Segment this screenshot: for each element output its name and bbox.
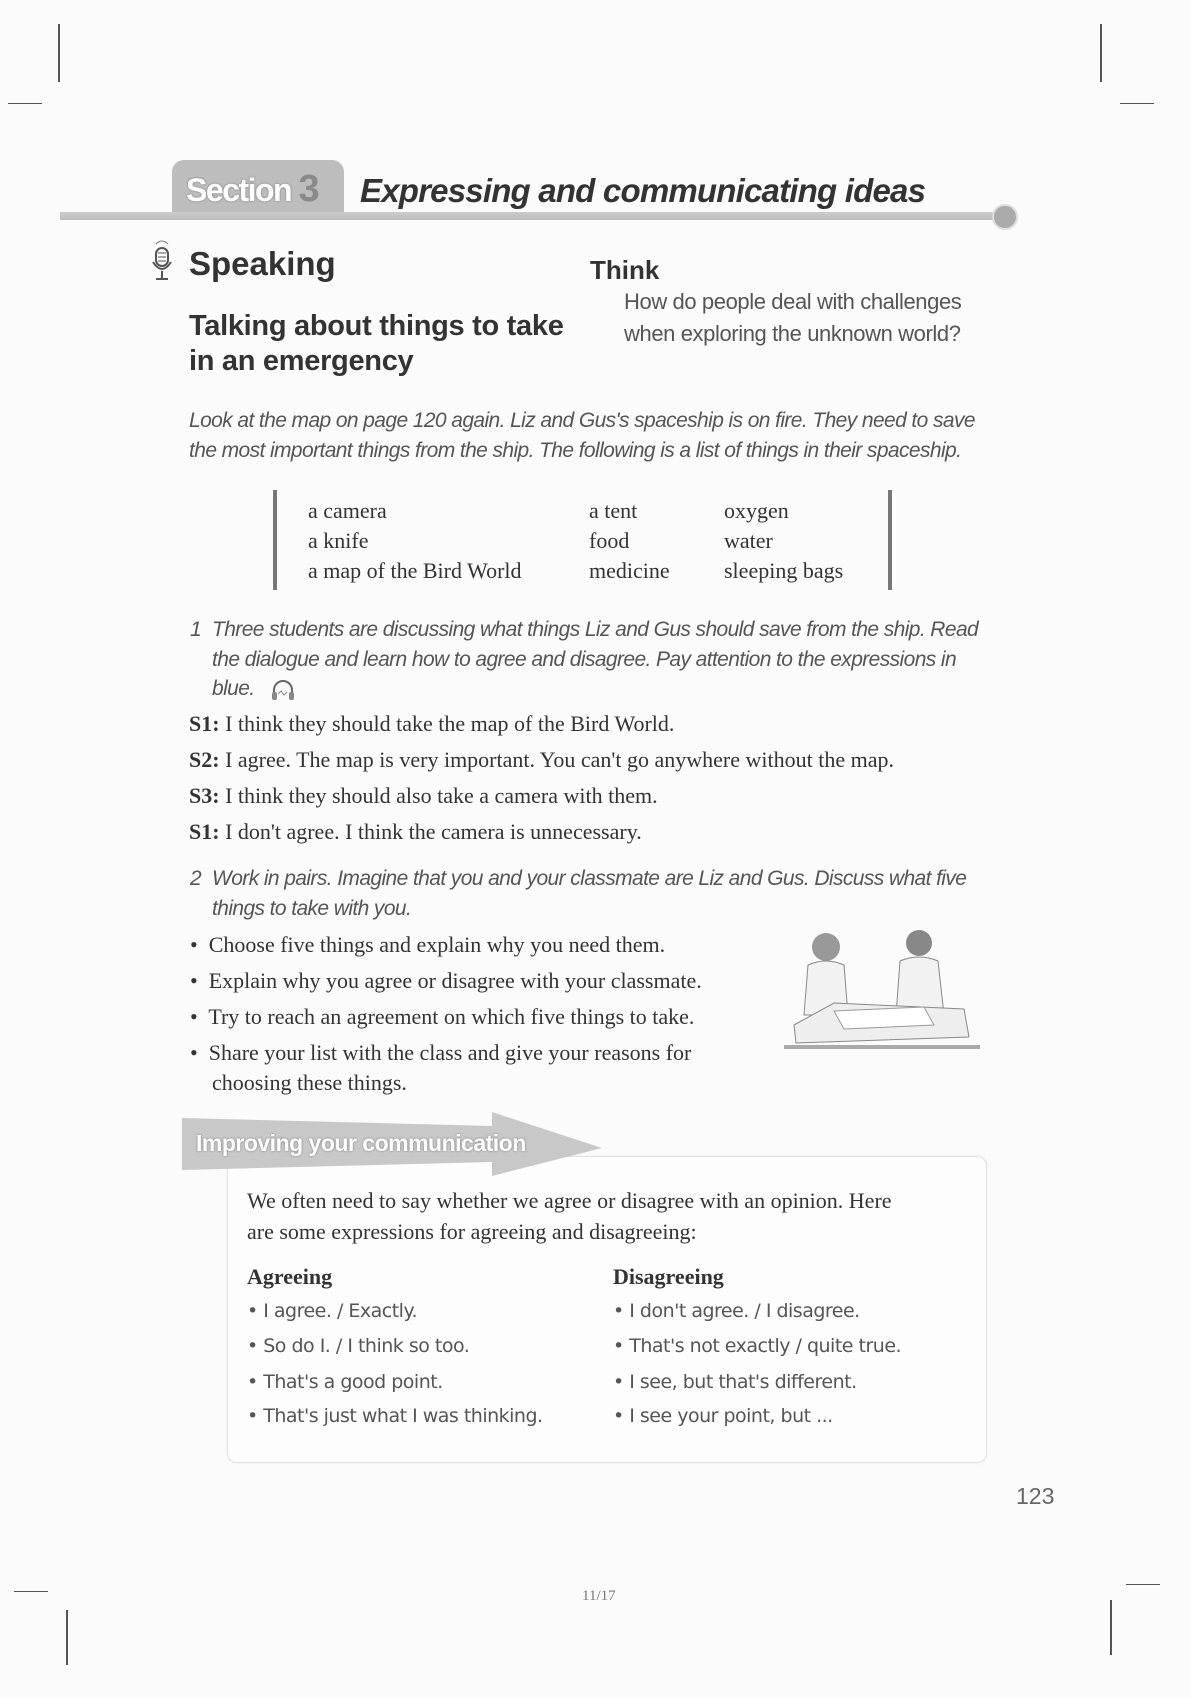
crop-mark [58, 24, 60, 82]
section-title: Expressing and communicating ideas [360, 172, 926, 209]
disagree-expression: • I see your point, but ... [613, 1405, 833, 1427]
task-1-text-cont: the dialogue and learn how to agree and disagree. Pay attention to the expressions in [212, 648, 957, 671]
tips-intro-cont: are some expressions for agreeing and disagreeing: [247, 1219, 697, 1244]
scan-page-indicator: 11/17 [582, 1588, 616, 1604]
expression-text: That's just what I was thinking. [263, 1405, 543, 1427]
think-label: Think [590, 255, 660, 285]
disagreeing-title: Disagreeing [613, 1264, 724, 1289]
speaker: S3: [189, 783, 220, 808]
bullet-text: Try to reach an agreement on which five things to take. [208, 1004, 695, 1029]
bullet-item: • Explain why you agree or disagree with your classmate. [190, 968, 702, 993]
divider-end-dot [992, 204, 1018, 230]
expression-text: I agree. / Exactly. [263, 1300, 418, 1322]
section-number: 3 [298, 168, 319, 210]
improving-communication-banner [182, 1112, 602, 1176]
expression-text: So do I. / I think so too. [263, 1335, 470, 1357]
list-item: food [589, 528, 630, 553]
agree-expression: • So do I. / I think so too. [247, 1335, 470, 1357]
list-item: water [724, 528, 773, 553]
students-illustration [784, 925, 980, 1076]
dialogue-line [189, 711, 674, 737]
bullet-text: Choose five things and explain why you need them. [208, 932, 666, 957]
dialogue-text: I agree. The map is very important. You can't go anywhere without the map. [225, 747, 894, 772]
speaker: S2: [189, 747, 220, 772]
intro-text: Look at the map on page 120 again. Liz and Gus's spaceship is on fire. They need to save [189, 409, 975, 432]
speaking-title: Speaking [189, 245, 336, 282]
microphone-icon [150, 240, 174, 287]
crop-mark [1120, 103, 1154, 104]
bullet-text-cont: choosing these things. [212, 1070, 407, 1095]
crop-mark [1110, 1600, 1112, 1655]
expression-text: I see, but that's different. [629, 1371, 857, 1393]
think-question: How do people deal with challenges [624, 289, 962, 314]
task-1-text: Three students are discussing what things Liz and Gus should save from the ship. Read [212, 618, 979, 641]
expression-text: I don't agree. / I disagree. [629, 1300, 860, 1322]
intro-text-cont: the most important things from the ship. The following is a list of things in their spaceship. [189, 439, 962, 462]
headphones-audio-icon[interactable] [270, 678, 296, 707]
list-item: sleeping bags [724, 558, 844, 583]
task-2-text-cont: things to take with you. [212, 897, 412, 920]
speaker: S1: [189, 819, 220, 844]
crop-mark [66, 1610, 68, 1665]
speaking-subtitle-cont: in an emergency [189, 345, 414, 377]
speaking-subtitle: Talking about things to take [189, 310, 564, 342]
list-bar-left [273, 490, 277, 590]
think-question-cont: when exploring the unknown world? [624, 321, 961, 346]
list-item: medicine [589, 558, 670, 583]
dialogue-line [189, 747, 894, 773]
list-item: a map of the Bird World [308, 558, 522, 583]
expression-text: That's not exactly / quite true. [629, 1335, 902, 1357]
section-badge [172, 160, 344, 212]
disagree-expression: • I don't agree. / I disagree. [613, 1300, 860, 1322]
section-divider-line [60, 212, 1000, 220]
list-item: oxygen [724, 498, 789, 523]
list-bar-right [888, 490, 892, 590]
expression-text: I see your point, but ... [629, 1405, 833, 1427]
speaker: S1: [189, 711, 220, 736]
agree-expression: • That's a good point. [247, 1371, 443, 1393]
list-item: a tent [589, 498, 638, 523]
crop-mark [8, 103, 42, 104]
crop-mark [1126, 1584, 1160, 1585]
bullet-item: • Try to reach an agreement on which five things to take. [190, 1004, 695, 1029]
task-1-text-cont: blue. [212, 677, 255, 700]
bullet-item: • Share your list with the class and give your reasons for [190, 1040, 692, 1065]
dialogue-text: I think they should also take a camera with them. [225, 783, 658, 808]
agree-expression: • That's just what I was thinking. [247, 1405, 543, 1427]
disagree-expression: • I see, but that's different. [613, 1371, 857, 1393]
bullet-text: Explain why you agree or disagree with your classmate. [208, 968, 702, 993]
list-item: a knife [308, 528, 369, 553]
section-label: Section [186, 172, 292, 208]
bullet-text: Share your list with the class and give your reasons for [208, 1040, 692, 1065]
bullet-item: • Choose five things and explain why you need them. [190, 932, 666, 957]
page-number: 123 [1016, 1483, 1055, 1509]
task-number: 2 [190, 867, 202, 890]
dialogue-text: I think they should take the map of the Bird World. [225, 711, 675, 736]
task-number: 1 [190, 618, 202, 641]
task-2-text: Work in pairs. Imagine that you and your classmate are Liz and Gus. Discuss what five [212, 867, 967, 890]
disagree-expression: • That's not exactly / quite true. [613, 1335, 902, 1357]
dialogue-text: I don't agree. I think the camera is unnecessary. [225, 819, 642, 844]
crop-mark [1100, 24, 1102, 82]
list-item: a camera [308, 498, 387, 523]
dialogue-line [189, 819, 642, 845]
expression-text: That's a good point. [263, 1371, 443, 1393]
tips-intro: We often need to say whether we agree or disagree with an opinion. Here [247, 1188, 892, 1213]
crop-mark [14, 1591, 48, 1592]
banner-text: Improving your communication [196, 1130, 526, 1156]
dialogue-line [189, 783, 658, 809]
agree-expression: • I agree. / Exactly. [247, 1300, 418, 1322]
agreeing-title: Agreeing [247, 1264, 333, 1289]
